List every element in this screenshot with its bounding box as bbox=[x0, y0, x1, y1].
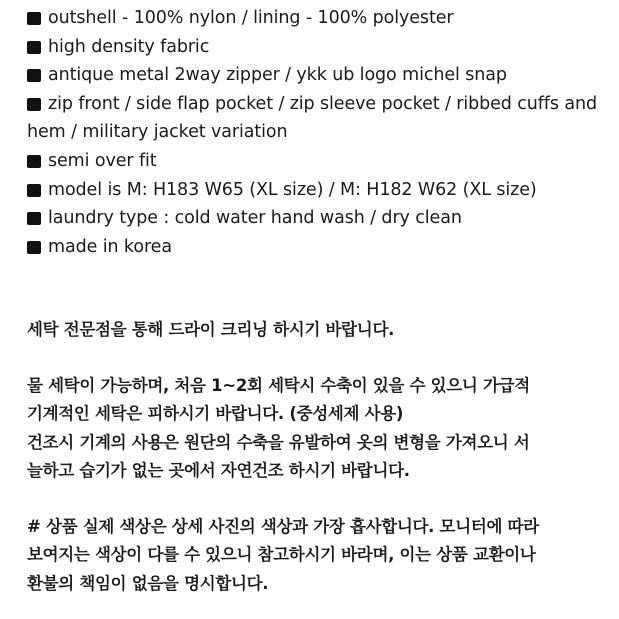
spec-item-details bbox=[27, 90, 607, 147]
bullet-square-icon bbox=[27, 184, 41, 197]
notice-line: 환불의 책임이 없음을 명시합니다. bbox=[27, 573, 269, 593]
bullet-square-icon bbox=[27, 212, 41, 225]
notice-line: 물 세탁이 가능하며, 처음 1~2회 세탁시 수축이 있을 수 있으니 가급적 bbox=[27, 376, 530, 395]
spec-item-origin bbox=[27, 233, 607, 262]
bullet-square-icon bbox=[27, 41, 41, 54]
bullet-square-icon bbox=[27, 98, 41, 111]
product-spec-list bbox=[27, 4, 607, 261]
spec-text: outshell - 100% nylon / lining - 100% polyester bbox=[48, 8, 454, 28]
bullet-square-icon bbox=[27, 69, 41, 82]
spec-text: zip front / side flap pocket / zip sleeve pocket / ribbed cuffs and hem / military jacket variation bbox=[27, 93, 597, 143]
bullet-square-icon bbox=[27, 155, 41, 168]
dry-clean-notice bbox=[27, 316, 607, 344]
spec-item-material bbox=[27, 4, 607, 33]
spec-text: made in korea bbox=[48, 236, 172, 257]
notice-line: 기계적인 세탁은 피하시기 바랍니다. (중성세제 사용) bbox=[27, 404, 404, 424]
notice-line: 보여지는 색상이 다를 수 있으니 참고하시기 바라며, 이는 상품 교환이나 bbox=[27, 545, 536, 565]
bullet-square-icon bbox=[27, 12, 41, 25]
spec-text: high density fabric bbox=[48, 36, 210, 57]
spec-item-laundry bbox=[27, 204, 607, 233]
spec-item-fit bbox=[27, 147, 607, 176]
color-notice bbox=[27, 513, 607, 598]
spec-text: semi over fit bbox=[48, 150, 157, 171]
spec-text: laundry type : cold water hand wash / dry clean bbox=[48, 208, 462, 229]
spec-item-zipper bbox=[27, 61, 607, 90]
notice-line: 늘하고 습기가 없는 곳에서 자연건조 하시기 바랍니다. bbox=[27, 460, 410, 480]
notice-line: 세탁 전문점을 통해 드라이 크리닝 하시기 바랍니다. bbox=[27, 320, 395, 339]
spec-item-model-size bbox=[27, 176, 607, 205]
washing-notice bbox=[27, 372, 607, 485]
bullet-square-icon bbox=[27, 241, 41, 254]
spec-item-fabric bbox=[27, 33, 607, 62]
spec-text: antique metal 2way zipper / ykk ub logo michel snap bbox=[48, 65, 507, 86]
notice-line: 건조시 기계의 사용은 원단의 수축을 유발하여 옷의 변형을 가져오니 서 bbox=[27, 432, 530, 452]
notice-line: # 상품 실제 색상은 상세 사진의 색상과 가장 흡사합니다. 모니터에 따라 bbox=[27, 517, 539, 536]
spec-text: model is M: H183 W65 (XL size) / M: H182 W62 (XL size) bbox=[48, 179, 537, 200]
